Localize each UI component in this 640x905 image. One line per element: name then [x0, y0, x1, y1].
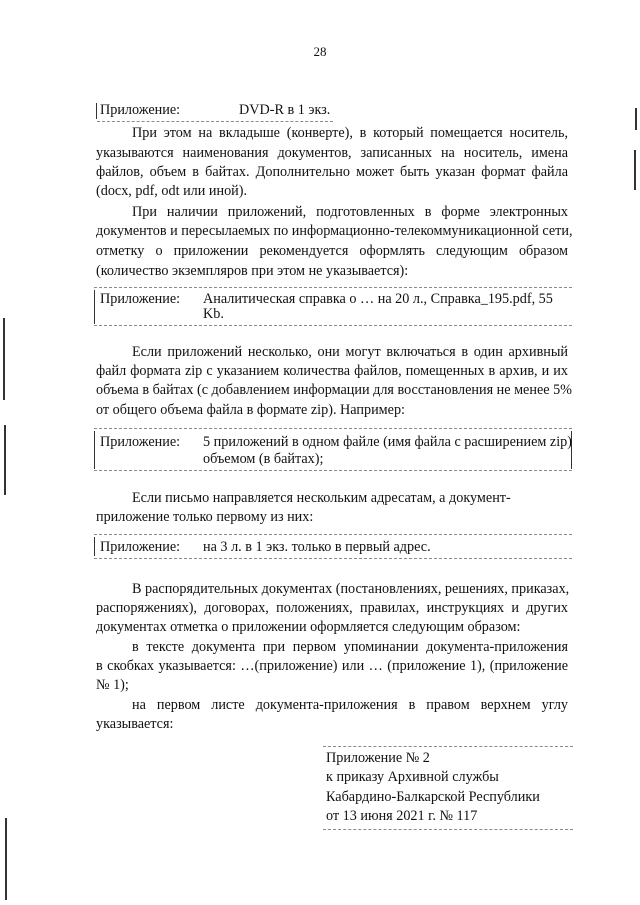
- paragraph-line: указывается:: [96, 716, 174, 732]
- paragraph-line: документов и пересылаемых по информационно-телекоммуникационной сети,: [96, 223, 573, 239]
- attachment-value: Kb.: [203, 306, 224, 322]
- frame-bottom-line: [97, 121, 333, 122]
- paragraph-line: документах отметка о приложении оформляется следующим образом:: [96, 619, 521, 635]
- scan-edge-mark: [4, 425, 6, 495]
- frame-bottom-line: [323, 829, 573, 830]
- frame-top-line: [323, 746, 573, 747]
- attachment-value: 5 приложений в одном файле (имя файла с расширением zip): [203, 434, 572, 450]
- frame-bottom-line: [94, 470, 572, 471]
- frame-bottom-line: [94, 325, 572, 326]
- paragraph-line: (количество экземпляров при этом не указывается):: [96, 263, 409, 279]
- paragraph-line: При наличии приложений, подготовленных в форме электронных: [132, 204, 568, 220]
- paragraph-line: Если приложений несколько, они могут включаться в один архивный: [132, 344, 568, 360]
- attachment-stamp-line: Кабардино-Балкарской Республики: [326, 789, 540, 805]
- attachment-value: DVD-R в 1 экз.: [239, 102, 331, 118]
- paragraph-line: Если письмо направляется нескольким адресатам, а документ-: [132, 490, 511, 506]
- attachment-stamp-line: к приказу Архивной службы: [326, 769, 499, 785]
- paragraph-line: № 1);: [96, 677, 129, 693]
- frame-left-bar: [94, 431, 95, 469]
- paragraph-line: от общего объема файла в формате zip). Например:: [96, 402, 405, 418]
- page-number: 28: [313, 44, 327, 59]
- frame-top-line: [94, 428, 572, 429]
- attachment-label: Приложение:: [100, 102, 181, 118]
- paragraph-line: отметку о приложении рекомендуется оформлять следующим образом: [96, 243, 568, 259]
- attachment-value: на 3 л. в 1 экз. только в первый адрес.: [203, 539, 431, 555]
- paragraph-line: При этом на вкладыше (конверте), в который помещается носитель,: [132, 125, 568, 141]
- frame-left-bar: [94, 290, 95, 324]
- paragraph-line: файл формата zip с указанием количества файлов, помещенных в архив, и их: [96, 363, 568, 379]
- frame-bottom-line: [94, 558, 572, 559]
- paragraph-line: распоряжениях), договорах, положениях, правилах, инструкциях и других: [96, 600, 568, 616]
- attachment-stamp-line: Приложение № 2: [326, 750, 430, 766]
- attachment-stamp-line: от 13 июня 2021 г. № 117: [326, 808, 478, 824]
- paragraph-line: (docx, pdf, odt или иной).: [96, 183, 248, 199]
- attachment-label: Приложение:: [100, 434, 181, 450]
- attachment-value: объемом (в байтах);: [203, 451, 324, 467]
- paragraph-line: объема в байтах (с добавлением информации для восстановления не менее 5%: [96, 382, 573, 398]
- paragraph-line: приложение только первому из них:: [96, 509, 314, 525]
- frame-top-line: [94, 534, 572, 535]
- attachment-label: Приложение:: [100, 539, 181, 555]
- paragraph-line: в тексте документа при первом упоминании документа-приложения: [132, 639, 568, 655]
- scan-edge-mark: [3, 318, 5, 400]
- frame-left-bar: [96, 103, 97, 119]
- scan-edge-mark: [634, 150, 636, 190]
- scan-edge-mark: [635, 108, 637, 130]
- paragraph-line: указываются наименования документов, записанных на носитель, имена: [96, 145, 568, 161]
- paragraph-line: в скобках указывается: …(приложение) или … (приложение 1), (приложение: [96, 658, 568, 674]
- frame-top-line: [94, 287, 572, 288]
- attachment-label: Приложение:: [100, 291, 181, 307]
- scan-edge-mark: [5, 818, 7, 900]
- paragraph-line: В распорядительных документах (постановлениях, решениях, приказах,: [132, 581, 570, 597]
- attachment-value: Аналитическая справка о … на 20 л., Справка_195.pdf, 55: [203, 291, 553, 307]
- frame-left-bar: [94, 537, 95, 556]
- paragraph-line: на первом листе документа-приложения в правом верхнем углу: [132, 697, 568, 713]
- paragraph-line: файлов, объем в байтах. Дополнительно может быть указан формат файла: [96, 164, 568, 180]
